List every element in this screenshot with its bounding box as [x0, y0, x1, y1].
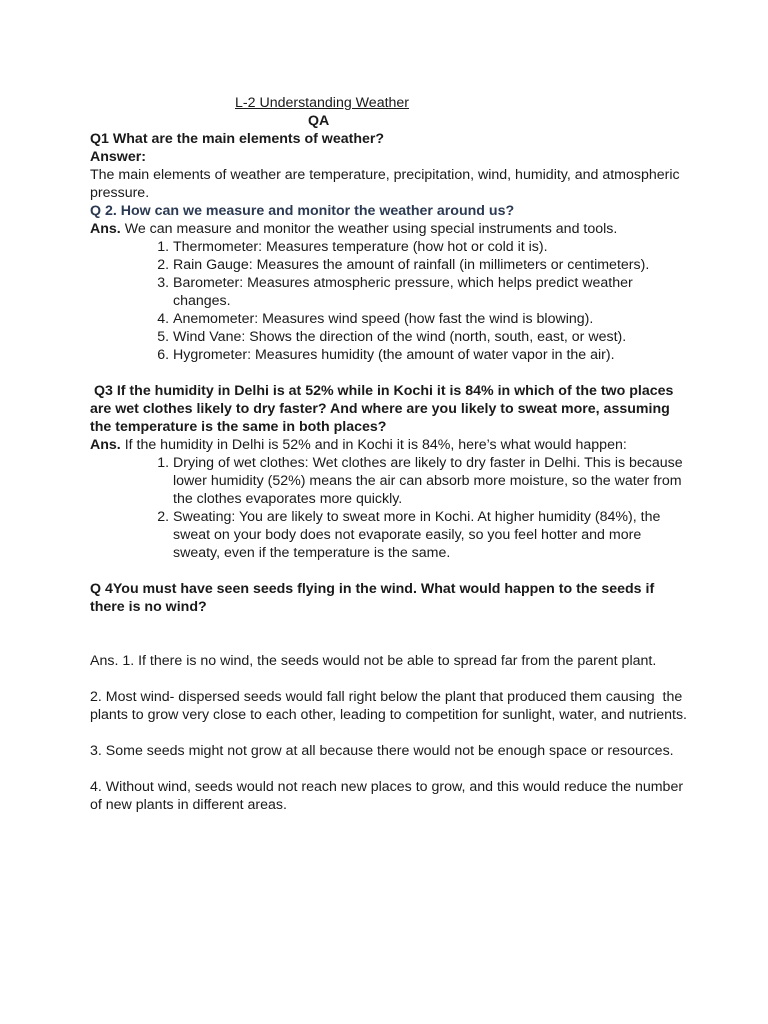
question-1: Q1 What are the main elements of weather? [90, 131, 385, 147]
answer-2-text: We can measure and monitor the weather using special instruments and tools. [120, 221, 618, 237]
answer-label-2: Ans. [90, 221, 121, 237]
document-subtitle: QA [308, 113, 330, 129]
document-content [90, 94, 690, 814]
spacer [90, 616, 690, 652]
question-2: Q 2. How can we measure and monitor the weather around us? [90, 203, 515, 219]
answer-4-point-4: 4. Without wind, seeds would not reach new places to grow, and this would reduce the number of new plants in different areas. [90, 779, 684, 813]
answer-4-point-3: 3. Some seeds might not grow at all because there would not be enough space or resources. [90, 743, 674, 759]
answer-2-intro [90, 220, 690, 238]
question-4: Q 4You must have seen seeds flying in the wind. What would happen to the seeds if there is no wind? [90, 581, 655, 615]
answer-label-1: Answer: [90, 149, 146, 165]
humidity-list [90, 454, 690, 562]
spacer [90, 364, 690, 382]
spacer [90, 760, 690, 778]
spacer [90, 562, 690, 580]
list-item: 1. Drying of wet clothes: Wet clothes are likely to dry faster in Delhi. This is because lower humidity (52%) means the air can absorb more moisture, so the water from the clothes evaporates more quickly. [173, 454, 690, 508]
answer-3-text: If the humidity in Delhi is 52% and in Kochi it is 84%, here’s what would happen: [120, 437, 627, 453]
answer-4-point-1: Ans. 1. If there is no wind, the seeds would not be able to spread far from the parent plant. [90, 653, 657, 669]
list-item: 3. Barometer: Measures atmospheric pressure, which helps predict weather changes. [173, 274, 690, 310]
answer-1: The main elements of weather are temperature, precipitation, wind, humidity, and atmospheric pressure. [90, 167, 680, 201]
answer-label-3: Ans. [90, 437, 121, 453]
question-3: Q3 If the humidity in Delhi is at 52% while in Kochi it is 84% in which of the two places are wet clothes likely to dry faster? And where are you likely to sweat more, assuming the temperature is the same in both places? [90, 383, 678, 435]
list-item: 6. Hygrometer: Measures humidity (the amount of water vapor in the air). [173, 346, 690, 364]
answer-4-point-2: 2. Most wind- dispersed seeds would fall right below the plant that produced them causing the plants to grow very close to each other, leading to competition for sunlight, water, and nutrients. [90, 689, 688, 723]
list-item: 4. Anemometer: Measures wind speed (how fast the wind is blowing). [173, 310, 690, 328]
list-item: 2. Rain Gauge: Measures the amount of rainfall (in millimeters or centimeters). [173, 256, 690, 274]
answer-3-intro [90, 436, 690, 454]
list-item: 5. Wind Vane: Shows the direction of the wind (north, south, east, or west). [173, 328, 690, 346]
spacer [90, 670, 690, 688]
list-item: 2. Sweating: You are likely to sweat more in Kochi. At higher humidity (84%), the sweat on your body does not evaporate easily, so you feel hotter and more sweaty, even if the temperature is the same. [173, 508, 690, 562]
document-title: L-2 Understanding Weather [235, 95, 410, 111]
spacer [90, 724, 690, 742]
list-item: 1. Thermometer: Measures temperature (how hot or cold it is). [173, 238, 690, 256]
instrument-list [90, 238, 690, 364]
